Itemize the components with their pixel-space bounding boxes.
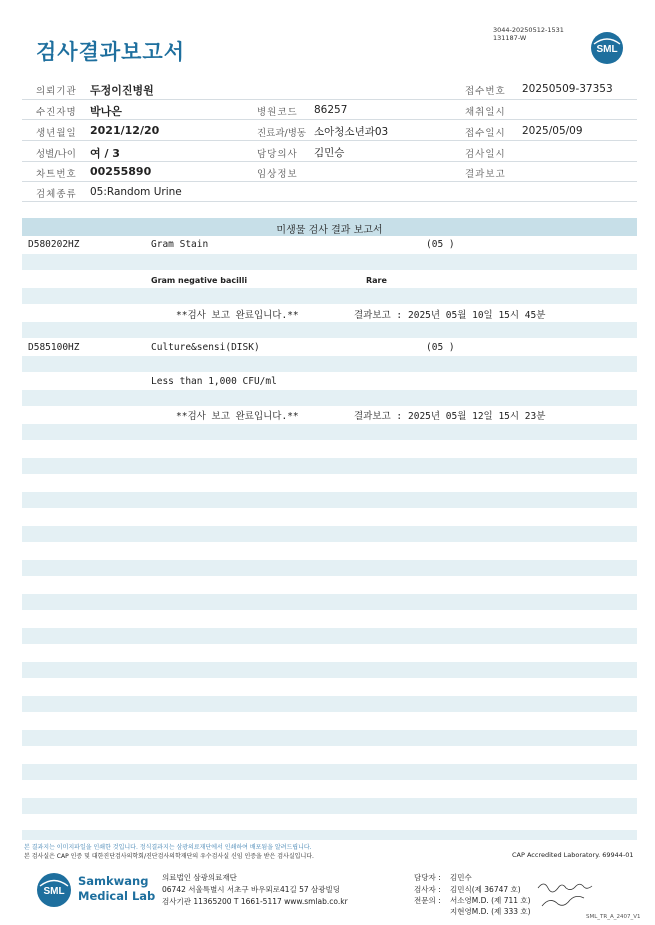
label-birth-date: 생년월일 [36,128,77,139]
certification-notice: 본 검사실은 CAP 인증 및 대한진단검사의학회/진단검사의학재단의 우수검사실 신임 인증을 받은 검사실입니다. [24,853,314,860]
sml-logo-text: SML [43,886,65,897]
row-band [22,830,637,840]
sml-logo-icon [590,31,624,65]
test-finding: Gram negative bacilli [151,276,248,285]
org-address: 06742 서울특별시 서초구 바우뫼로41길 57 삼광빌딩 [162,885,341,894]
test-code: D580202HZ [28,239,80,250]
print-notice: 본 결과지는 이미지파일을 인쇄한 것입니다. 정식결과지는 삼광의료재단에서 인쇄하여 배포됨을 알려드립니다. [24,844,312,851]
test-finding-grade: Rare [366,276,387,285]
sml-logo-text: SML [596,44,618,55]
value-physician: 김민승 [314,147,345,159]
row-band [22,628,637,644]
staff-name: 김민식(제 36747 호) [450,885,521,894]
label-result-report: 결과보고 [465,169,506,180]
staff-role: 전문의 : [414,896,441,905]
test-name: Culture&sensi(DISK) [151,342,260,353]
row-band [22,662,637,678]
sml-logo-icon [36,872,72,908]
test-specimen-code: (05 ) [426,342,455,353]
row-band [22,254,637,270]
document-number-line1: 3044-20250512-1531 [493,26,564,34]
report-title: 검사결과보고서 [36,40,186,64]
signature-image [536,878,596,914]
divider [22,161,637,162]
label-receipt-datetime: 접수일시 [465,128,506,139]
report-label: 결과보고 : [354,310,403,321]
org-contact: 검사기관 11365200 T 1661-5117 www.smlab.co.kr [162,897,348,906]
test-name: Gram Stain [151,239,209,250]
divider [22,119,637,120]
row-band [22,356,637,372]
test-code: D585100HZ [28,342,80,353]
label-receipt-number: 접수번호 [465,86,506,97]
report-datetime: 2025년 05월 12일 15시 23분 [408,411,546,422]
label-test-datetime: 검사일시 [465,149,506,160]
divider [22,181,637,182]
brand-name-line2: Medical Lab [78,889,156,903]
value-sex-age: 여 / 3 [90,147,120,160]
row-band [22,458,637,474]
row-band [22,390,637,406]
divider [22,201,637,202]
label-chart-number: 차트번호 [36,169,77,180]
value-specimen-type: 05:Random Urine [90,186,182,198]
cap-accreditation: CAP Accredited Laboratory. 69944-01 [512,851,634,859]
report-complete-message: **검사 보고 완료입니다.** [176,411,299,422]
value-hospital-code: 86257 [314,104,348,116]
document-number [493,26,564,42]
row-band [22,526,637,542]
row-band [22,798,637,814]
row-band [22,730,637,746]
document-number-line2: 131187-W [493,34,527,42]
divider [22,99,637,100]
staff-role: 담당자 : [414,873,441,882]
label-patient-name: 수진자명 [36,107,77,118]
row-band [22,696,637,712]
test-finding: Less than 1,000 CFU/ml [151,376,277,387]
report-label: 결과보고 : [354,411,403,422]
row-band [22,764,637,780]
row-band [22,594,637,610]
label-requesting-org: 의뢰기관 [36,86,77,97]
org-name: 의료법인 삼광의료재단 [162,873,237,882]
staff-name: 김민수 [450,873,472,882]
divider [22,140,637,141]
value-receipt-number: 20250509-37353 [522,83,613,95]
staff-name: 지현영M.D. (제 333 호) [450,907,531,916]
report-datetime: 2025년 05월 10일 15시 45분 [408,310,546,321]
label-sex-age: 성별/나이 [36,149,76,160]
row-band [22,288,637,304]
label-physician: 담당의사 [257,149,298,160]
row-band [22,322,637,338]
label-department-ward: 진료과/병동 [257,128,307,139]
test-specimen-code: (05 ) [426,239,455,250]
label-collection-datetime: 채취일시 [465,107,506,118]
row-band [22,492,637,508]
staff-role: 검사자 : [414,885,441,894]
value-department-ward: 소아청소년과03 [314,126,389,138]
label-specimen-type: 검체종류 [36,189,77,200]
report-complete-message: **검사 보고 완료입니다.** [176,310,299,321]
brand-name-line1: Samkwang [78,874,149,888]
value-chart-number: 00255890 [90,165,152,178]
value-receipt-datetime: 2025/05/09 [522,125,583,137]
staff-name: 서소영M.D. (제 711 호) [450,896,531,905]
row-band [22,424,637,440]
section-title: 미생물 검사 결과 보고서 [276,225,383,236]
label-hospital-code: 병원코드 [257,107,298,118]
label-clinical-info: 임상정보 [257,169,298,180]
value-requesting-org: 두정이진병원 [90,84,154,97]
form-code: SML_TR_A_2407_V1 [586,914,641,920]
row-band [22,560,637,576]
value-patient-name: 박나은 [90,105,122,118]
value-birth-date: 2021/12/20 [90,124,160,137]
